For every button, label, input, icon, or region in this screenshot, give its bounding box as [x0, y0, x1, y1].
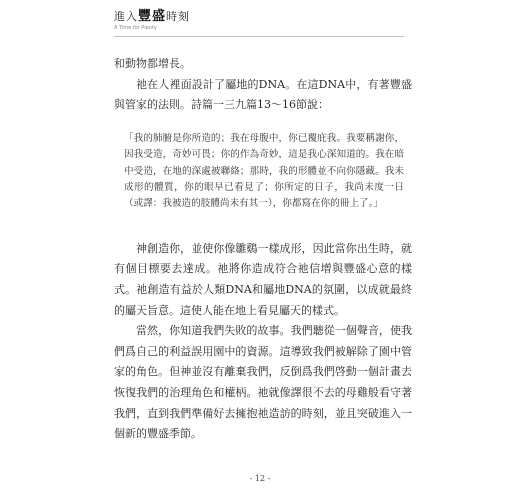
scripture-quote: 「我的肺腑是你所造的；我在母腹中，你已覆庇我。我要稱謝你，因我受造，奇妙可畏；你的作為奇妙，這是我心深知道的。我在暗中受造，在地的深處被聯絡；那時，我的形體並不向你隱藏。我未成形的體質，你的眼早已看見了；你所定的日子，我尚未度一日（或譯：我被造的肢體尚未有其一），你都寫在你的冊上了。」: [124, 132, 404, 210]
paragraph-continued: 和動物都增長。: [114, 57, 191, 70]
running-header: [114, 10, 414, 44]
paragraph-creation: 神創造你，並使你像雛鷄一樣成形，因此當你出生時，就有個目標要去達成。祂將你造成符合祂信增與豐盛心意的樣式。祂創造有益於人類DNA和屬地DNA的氛圍，以成就最終的屬天旨意。這使人能在地上看見屬天的樣式。: [114, 241, 412, 317]
page-number: - 12 -: [249, 474, 271, 483]
book-title-suffix: 時刻: [166, 10, 191, 23]
book-title: [114, 10, 190, 24]
book-title-prefix: 進入: [114, 10, 138, 23]
page-body: [114, 54, 412, 445]
book-title-accent: 豐盛: [138, 9, 167, 24]
paragraph-failure: 當然，你知道我們失敗的故事。我們聽從一個聲音，使我們爲自己的利益誤用園中的資源。這導致我們被解除了園中管家的角色。但神並沒有離棄我們，反倒爲我們啓動一個計畫去恢復我們的治理角色和權柄。祂就像譯很不去的母雞般看守著我們，直到我們準備好去擁抱祂造訪的時刻，並且突破進入一個新的豐盛季節。: [114, 324, 412, 441]
paragraph-intro: 祂在人裡面設計了屬地的DNA。在這DNA中，有著豐盛與管家的法則。詩篇一三九篇13～16節說：: [114, 77, 412, 112]
book-subtitle: A Time for Plenty: [114, 25, 157, 31]
header-divider: [114, 36, 404, 37]
